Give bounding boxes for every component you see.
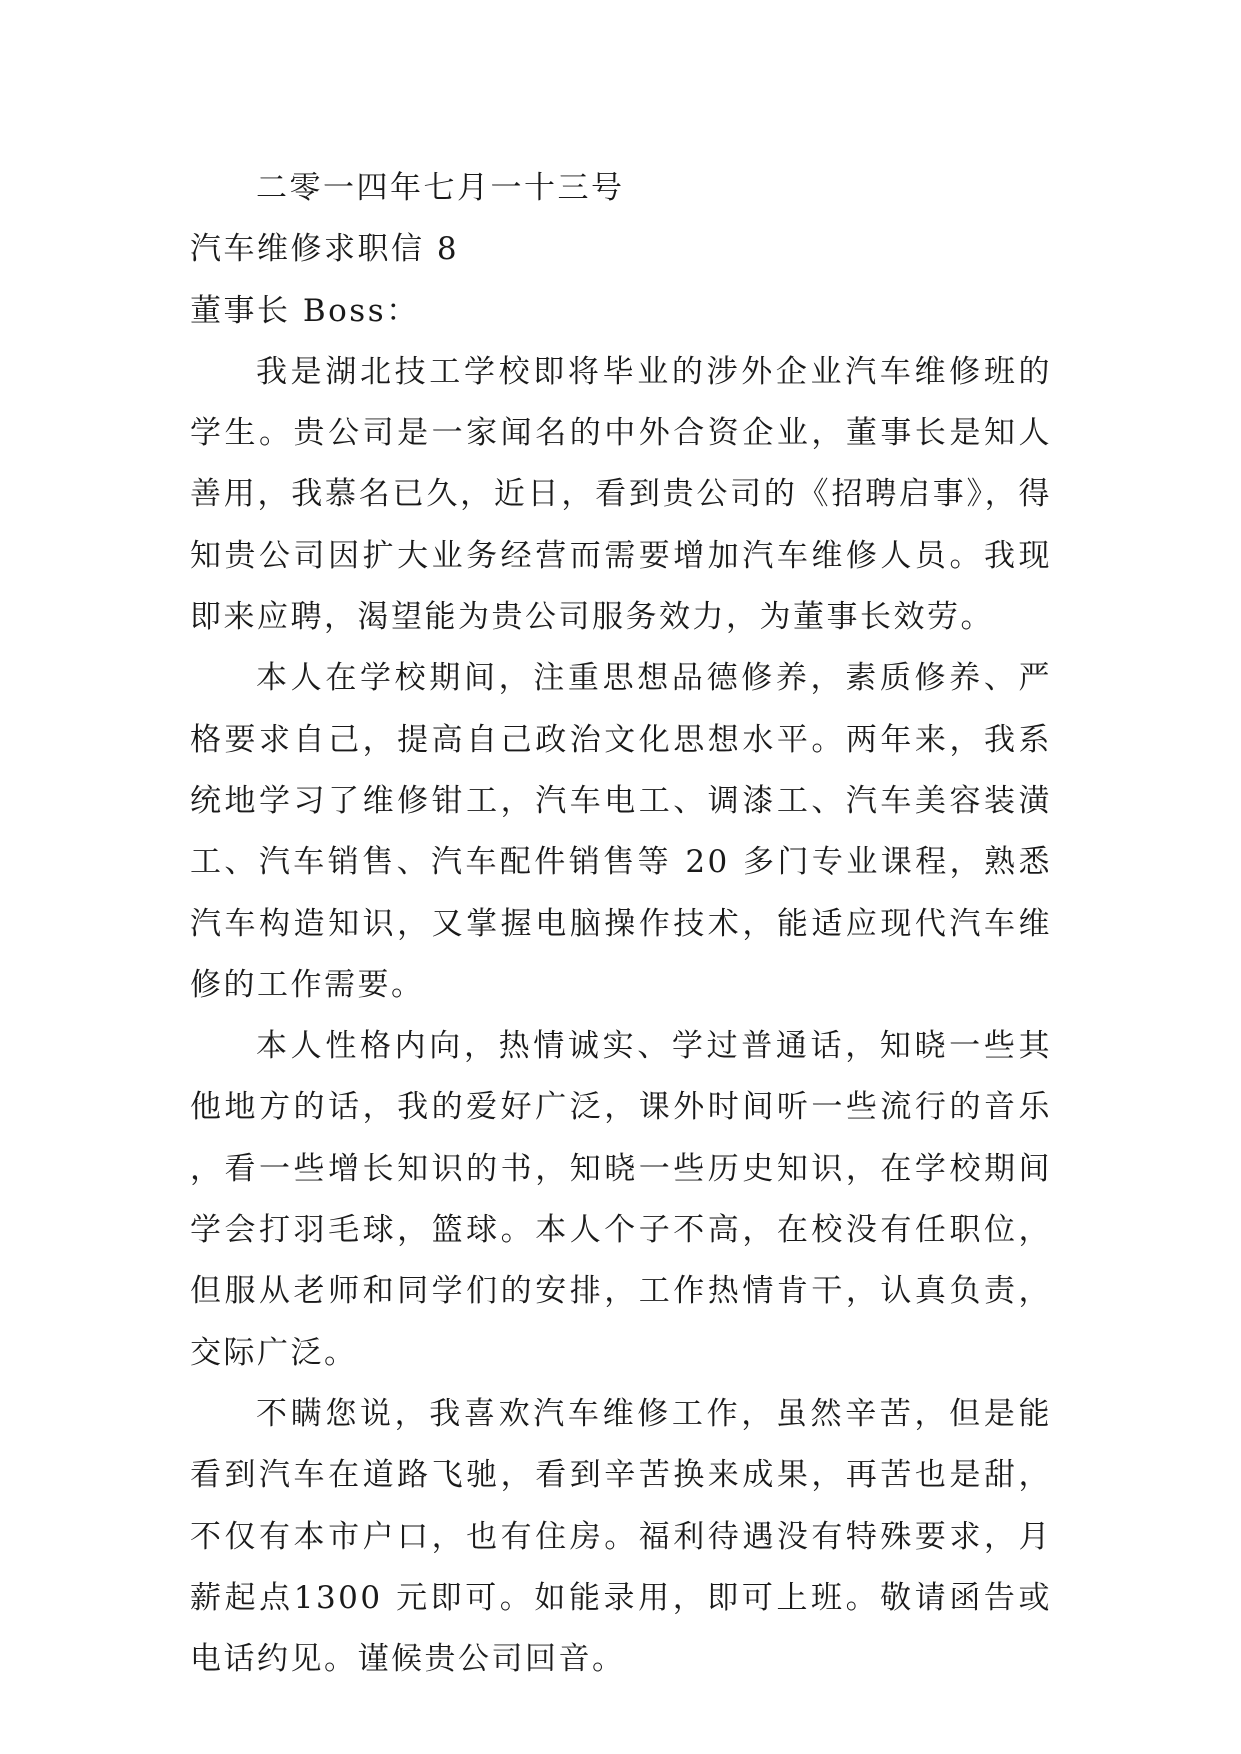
- letter-title: 汽车维修求职信 8: [190, 231, 460, 268]
- paragraph-2: 本人在学校期间，注重思想品德修养，素质修养、严格要求自己，提高自己政治文化思想水平。两年来，我系统地学习了维修钳工，汽车电工、调漆工、汽车美容装潢工、汽车销售、汽车配件销售等 20 多门专业课程，熟悉汽车构造知识，又掌握电脑操作技术，能适应现代汽车维修的工作需要。: [190, 660, 1052, 1003]
- letter-date: 二零一四年七月一十三号: [256, 170, 625, 206]
- paragraph-1: 我是湖北技工学校即将毕业的涉外企业汽车维修班的学生。贵公司是一家闻名的中外合资企业，董事长是知人善用，我慕名已久，近日，看到贵公司的《招聘启事》，得知贵公司因扩大业务经营而需要增加汽车维修人员。我现即来应聘，渴望能为贵公司服务效力，为董事长效劳。: [190, 353, 1052, 636]
- letter-salutation: 董事长 Boss：: [190, 292, 420, 329]
- paragraph-3: 本人性格内向，热情诚实、学过普通话，知晓一些其他地方的话，我的爱好广泛，课外时间听一些流行的音乐，看一些增长知识的书，知晓一些历史知识，在学校期间学会打羽毛球，篮球。本人个子不高，在校没有任职位，但服从老师和同学们的安排，工作热情肯干，认真负责，交际广泛。: [190, 1028, 1052, 1371]
- paragraph-4: 不瞒您说，我喜欢汽车维修工作，虽然辛苦，但是能看到汽车在道路飞驰，看到辛苦换来成果，再苦也是甜，不仅有本市户口，也有住房。福利待遇没有特殊要求，月薪起点1300 元即可。如能录用，即可上班。敬请函告或电话约见。谨候贵公司回音。: [190, 1395, 1052, 1678]
- letter-body: [190, 158, 1052, 1690]
